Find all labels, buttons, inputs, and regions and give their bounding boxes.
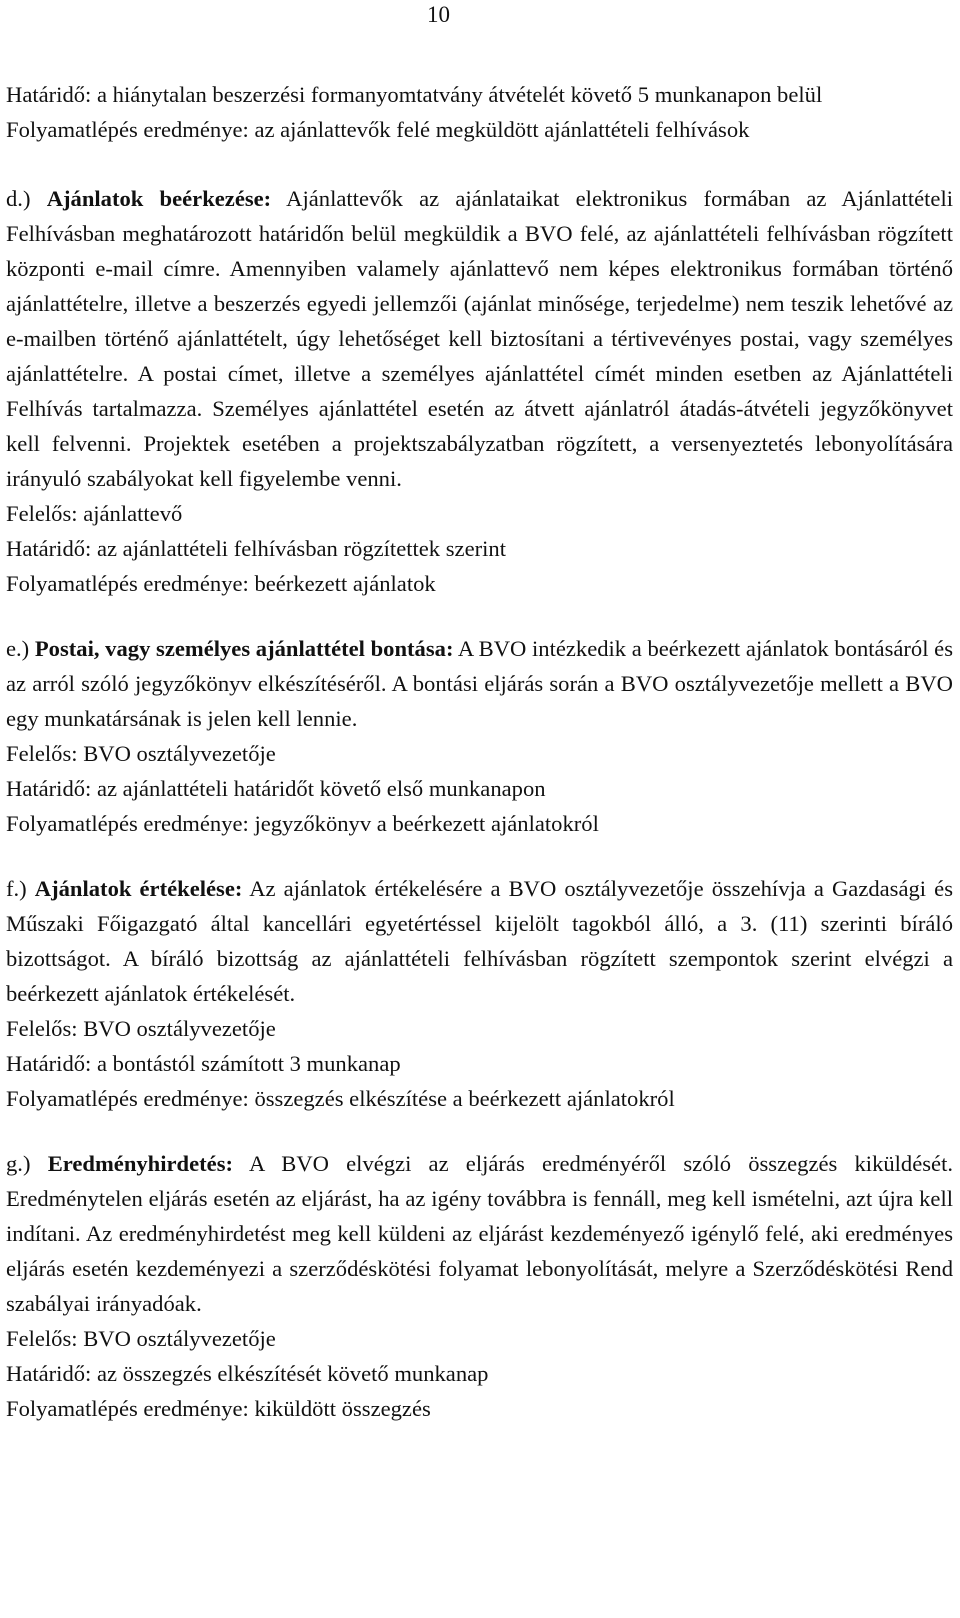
section-f-prefix: f.): [6, 876, 27, 901]
section-f-body: Az ajánlatok értékelésére a BVO osztályvezetője összehívja a Gazdasági és Műszaki Főigazgató által kancellári egyetértéssel kijelölt tagokból álló, a 3. (11) szerinti bíráló bizottságot. A bíráló bizottság az ajánlattételi felhívásban rögzített szempontok szerint elvégzi a beérkezett ajánlatok értékelését.: [6, 876, 953, 1006]
section-g-paragraph: [6, 1146, 953, 1321]
section-g: [6, 1146, 953, 1426]
section-f-responsible: Felelős: BVO osztályvezetője: [6, 1016, 276, 1041]
section-d-responsible: Felelős: ajánlattevő: [6, 501, 183, 526]
section-f: [6, 871, 953, 1116]
section-e: [6, 631, 953, 841]
section-e-deadline: Határidő: az ajánlattételi határidőt követő első munkanapon: [6, 776, 546, 801]
section-g-deadline: Határidő: az összegzés elkészítését követő munkanap: [6, 1361, 489, 1386]
page-number: 10: [427, 2, 450, 27]
section-e-result: Folyamatlépés eredménye: jegyzőkönyv a beérkezett ajánlatokról: [6, 811, 599, 836]
section-d-result: Folyamatlépés eredménye: beérkezett ajánlatok: [6, 571, 436, 596]
section-g-result: Folyamatlépés eredménye: kiküldött összegzés: [6, 1396, 431, 1421]
section-d-paragraph: [6, 181, 953, 496]
section-d-heading: Ajánlatok beérkezése:: [46, 186, 272, 211]
section-f-deadline: Határidő: a bontástól számított 3 munkanap: [6, 1051, 401, 1076]
section-e-body: A BVO intézkedik a beérkezett ajánlatok bontásáról és az arról szóló jegyzőkönyv elkészítéséről. A bontási eljárás során a BVO osztályvezetője mellett a BVO egy munkatársának is jelen kell lennie.: [6, 636, 953, 731]
document-body: [6, 77, 953, 1426]
section-e-prefix: e.): [6, 636, 30, 661]
section-d-body: Ajánlattevők az ajánlataikat elektronikus formában az Ajánlattételi Felhívásban meghatározott határidőn belül megküldik a BVO felé, az ajánlattételi felhívásban rögzített központi e-mail címre. Amennyiben valamely ajánlattevő nem képes elektronikus formában történő ajánlattételre, illetve a beszerzés egyedi jellemzői (ajánlat minősége, terjedelme) nem teszik lehetővé az e-mailben történő ajánlattételt, úgy lehetőséget kell biztosítani a tértivevényes postai, vagy személyes ajánlattételre. A postai címet, illetve a személyes ajánlattétel címét minden esetben az Ajánlattételi Felhívás tartalmazza. Személyes ajánlattétel esetén az átvett ajánlatról átadás-átvételi jegyzőkönyvet kell felvenni. Projektek esetében a projektszabályzatban rögzített, a versenyeztetés lebonyolítására irányuló szabályokat kell figyelembe venni.: [6, 186, 953, 491]
section-g-body: A BVO elvégzi az eljárás eredményéről szóló összegzés kiküldését. Eredménytelen eljárás esetén az eljárást, ha az igény továbbra is fennáll, meg kell ismételni, azt újra kell indítani. Az eredményhirdetést meg kell küldeni az eljárást kezdeményező igénylő felé, aki eredményes eljárás esetén kezdeményezi a szerződéskötési folyamat lebonyolítását, melyre a Szerződéskötési Rend szabályai irányadóak.: [6, 1151, 954, 1316]
section-d-deadline: Határidő: az ajánlattételi felhívásban rögzítettek szerint: [6, 536, 506, 561]
section-e-responsible: Felelős: BVO osztályvezetője: [6, 741, 276, 766]
section-f-heading: Ajánlatok értékelése:: [34, 876, 243, 901]
section-d-prefix: d.): [6, 186, 31, 211]
intro-result: Folyamatlépés eredménye: az ajánlattevők felé megküldött ajánlattételi felhívások: [6, 117, 750, 142]
intro-block: [6, 77, 953, 147]
section-e-heading: Postai, vagy személyes ajánlattétel bontása:: [34, 636, 454, 661]
intro-deadline: Határidő: a hiánytalan beszerzési formanyomtatvány átvételét követő 5 munkanapon belül: [6, 82, 823, 107]
section-g-heading: Eredményhirdetés:: [47, 1151, 234, 1176]
section-e-paragraph: [6, 631, 953, 736]
section-g-prefix: g.): [6, 1151, 31, 1176]
section-g-responsible: Felelős: BVO osztályvezetője: [6, 1326, 276, 1351]
section-d: [6, 181, 953, 601]
section-f-result: Folyamatlépés eredménye: összegzés elkészítése a beérkezett ajánlatokról: [6, 1086, 675, 1111]
section-f-paragraph: [6, 871, 953, 1011]
